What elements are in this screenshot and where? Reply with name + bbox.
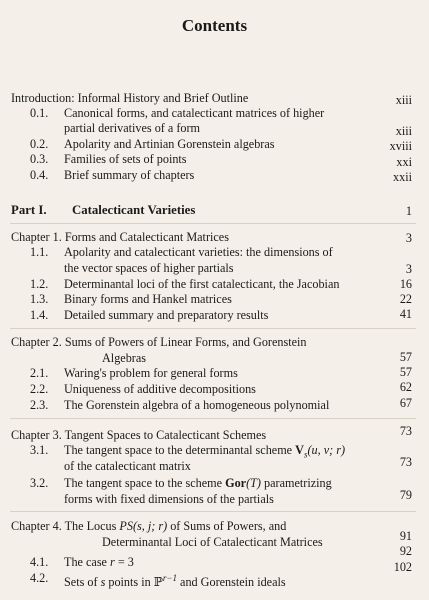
chapter2-heading-line2: Algebras (102, 351, 146, 365)
math-r: r (110, 555, 115, 569)
chapter4-heading-line1 (11, 519, 286, 533)
toc-entry-4-2-text-a: Sets of (64, 575, 101, 590)
toc-entry-4-2 (64, 571, 286, 589)
toc-page-4-1: 92 (399, 544, 412, 558)
math-projective-space: ℙ (153, 575, 163, 590)
chapter1-page: 3 (405, 231, 412, 245)
toc-page-4-2: 102 (393, 560, 412, 574)
math-subscript: s (303, 449, 308, 460)
chapter4-heading-c: of Sums of Powers, and (167, 519, 287, 533)
toc-entry-1-1-line1: Apolarity and catalecticant varieties: the dimensions of (64, 245, 333, 259)
toc-page-3-1: 73 (399, 455, 412, 469)
toc-entry-3-2-tail: parametrizing (260, 476, 332, 490)
math-s: s (100, 575, 106, 590)
toc-page-2-1: 57 (399, 365, 412, 379)
page-title: Contents (181, 16, 248, 35)
toc-page-1-2: 16 (399, 277, 412, 291)
toc-entry-3-2-line2: forms with fixed dimensions of the partials (64, 492, 274, 506)
chapter2-page: 57 (399, 350, 412, 364)
math-PS: PS(s, j; r) (119, 519, 168, 533)
chapter4-heading-a: Chapter 4. The Locus (11, 519, 120, 533)
math-superscript: r−1 (162, 573, 177, 583)
toc-entry-4-2-text-c: points in (105, 575, 154, 590)
intro-heading: Introduction: Informal History and Brief Outline (11, 91, 249, 105)
toc-page-1-4: 41 (399, 307, 412, 321)
toc-num-2-3: 2.3. (30, 398, 49, 412)
chapter2-heading-line1: Chapter 2. Sums of Powers of Linear Forms, and Gorenstein (11, 335, 307, 349)
chapter4-heading-line2: Determinantal Loci of Catalecticant Matrices (102, 535, 323, 549)
toc-page-0-3: xxi (396, 155, 412, 169)
divider (10, 223, 416, 224)
math-V: V (295, 443, 304, 457)
part-page: 1 (405, 204, 412, 218)
toc-entry-4-1-value: = 3 (114, 555, 134, 569)
toc-page-0-4: xxii (393, 170, 412, 184)
toc-num-4-1: 4.1. (30, 555, 49, 569)
toc-page-1-3: 22 (399, 292, 412, 306)
toc-entry-1-4: Detailed summary and preparatory results (64, 308, 269, 322)
chapter4-page: 91 (399, 529, 412, 543)
toc-num-0-4: 0.4. (30, 168, 49, 182)
toc-entry-0-1-line2: partial derivatives of a form (64, 121, 201, 135)
toc-num-0-1: 0.1. (30, 106, 49, 120)
intro-page: xiii (395, 93, 412, 107)
toc-num-4-2: 4.2. (30, 571, 49, 585)
math-Gor: Gor (225, 476, 247, 490)
toc-num-3-2: 3.2. (30, 476, 49, 490)
toc-entry-4-1-text: The case (64, 555, 111, 569)
toc-num-1-4: 1.4. (30, 308, 49, 322)
toc-entry-2-2: Uniqueness of additive decompositions (64, 382, 256, 396)
chapter1-heading: Chapter 1. Forms and Catalecticant Matrices (11, 230, 229, 244)
toc-page-2-3: 67 (399, 396, 412, 410)
toc-num-1-1: 1.1. (30, 245, 49, 259)
toc-entry-3-2-line1 (64, 476, 332, 490)
toc-entry-1-2: Determinantal loci of the first catalecticant, the Jacobian (64, 277, 340, 291)
divider (10, 511, 416, 512)
toc-num-1-3: 1.3. (30, 292, 49, 306)
toc-num-2-1: 2.1. (30, 366, 49, 380)
toc-entry-0-2: Apolarity and Artinian Gorenstein algebras (64, 137, 275, 151)
toc-num-2-2: 2.2. (30, 382, 49, 396)
toc-page-1-1: 3 (405, 262, 412, 276)
toc-num-0-3: 0.3. (30, 152, 49, 166)
toc-num-0-2: 0.2. (30, 137, 49, 151)
divider (10, 418, 416, 419)
divider (10, 328, 416, 329)
toc-entry-4-2-text-f: and Gorenstein ideals (176, 575, 286, 590)
toc-entry-0-4: Brief summary of chapters (64, 168, 195, 182)
toc-page-0-2: xviii (389, 139, 412, 153)
math-T: (T) (246, 476, 261, 490)
toc-page-3-2: 79 (399, 488, 412, 502)
toc-entry-2-1: Waring's problem for general forms (64, 366, 238, 380)
toc-entry-4-1 (64, 555, 134, 569)
toc-page-2-2: 62 (399, 380, 412, 394)
toc-num-1-2: 1.2. (30, 277, 49, 291)
toc-entry-1-3: Binary forms and Hankel matrices (64, 292, 232, 306)
toc-num-3-1: 3.1. (30, 443, 49, 457)
toc-entry-0-1-line1: Canonical forms, and catalecticant matrices of higher (64, 106, 325, 120)
toc-page-0-1: xiii (395, 124, 412, 138)
part-title: Catalecticant Varieties (72, 203, 196, 217)
toc-entry-2-3: The Gorenstein algebra of a homogeneous polynomial (64, 398, 330, 412)
toc-entry-3-2-text: The tangent space to the scheme (64, 476, 226, 490)
part-label: Part I. (11, 203, 47, 217)
chapter3-page: 73 (399, 424, 412, 438)
toc-entry-1-1-line2: the vector spaces of higher partials (64, 261, 234, 275)
chapter3-heading: Chapter 3. Tangent Spaces to Catalecticant Schemes (11, 428, 267, 442)
toc-entry-3-1-line2: of the catalecticant matrix (64, 459, 191, 473)
toc-entry-0-3: Families of sets of points (64, 152, 187, 166)
math-args: (u, v; r) (307, 443, 346, 457)
toc-entry-3-1-text: The tangent space to the determinantal scheme (64, 443, 296, 457)
